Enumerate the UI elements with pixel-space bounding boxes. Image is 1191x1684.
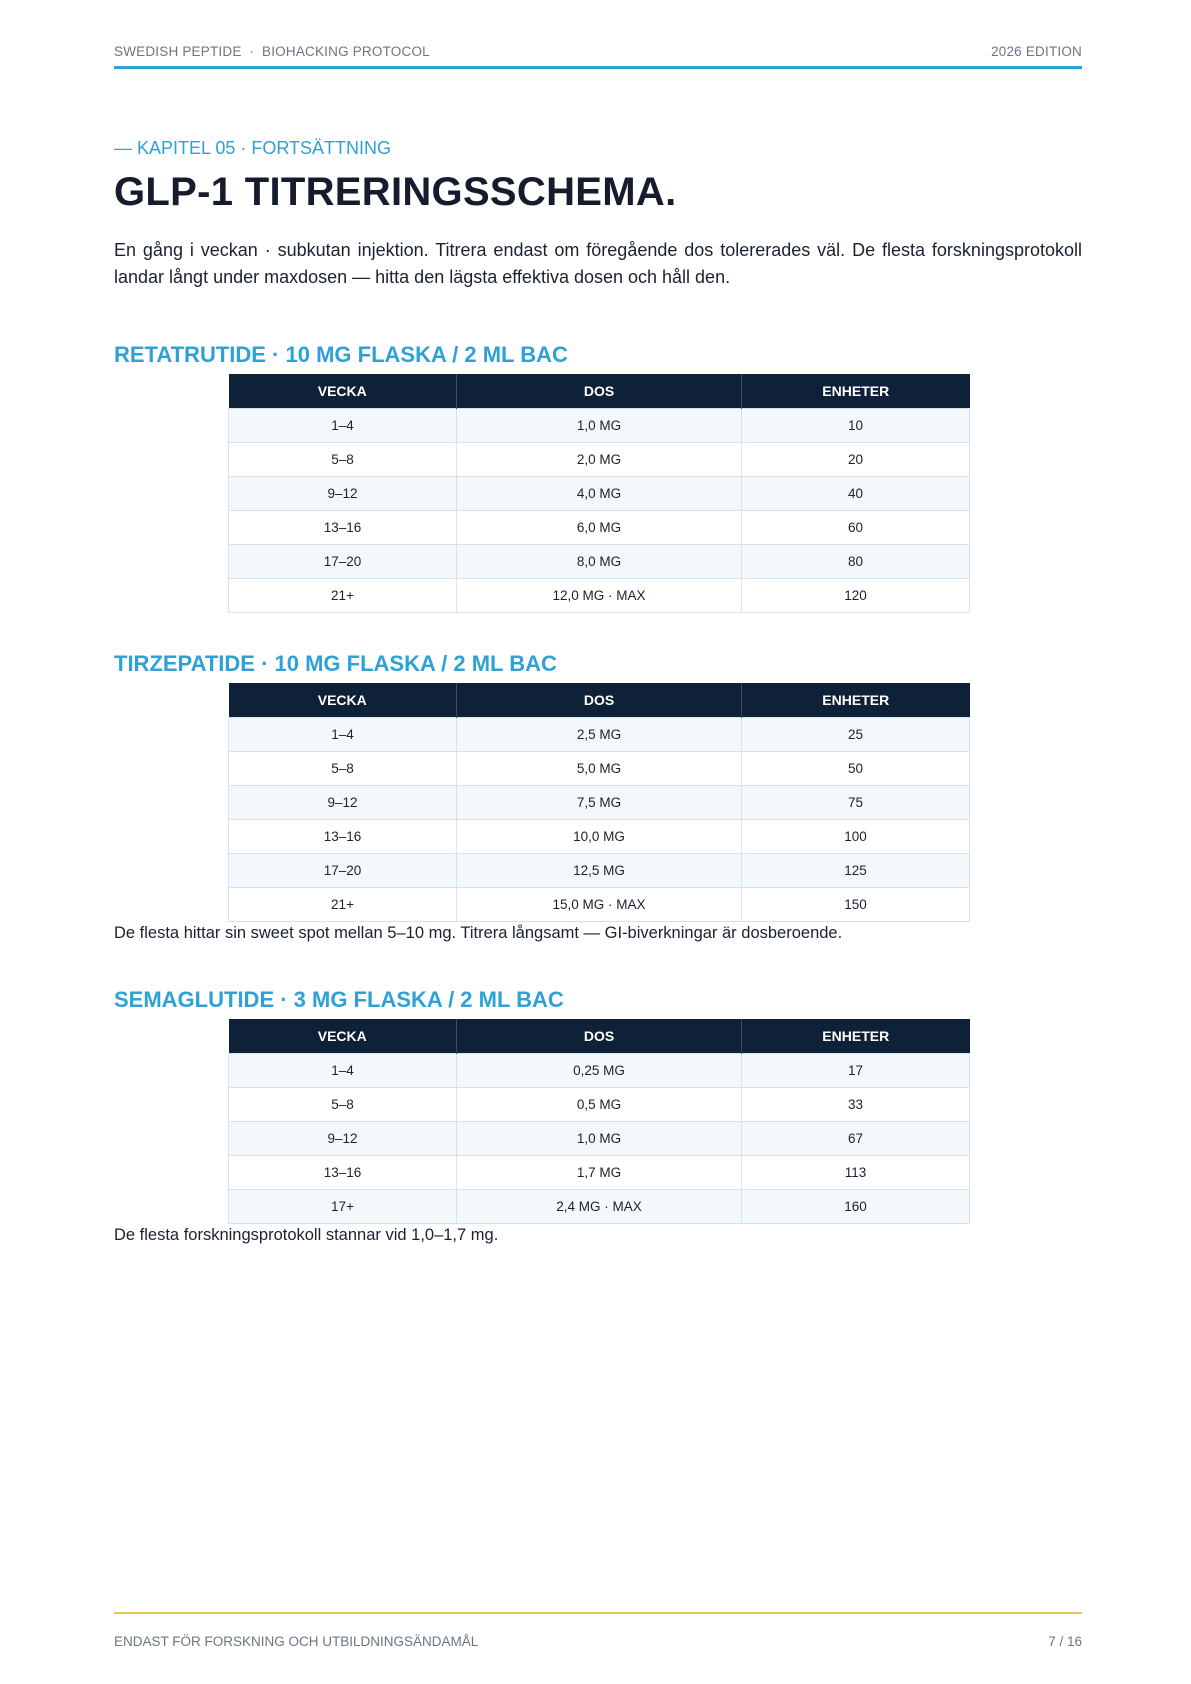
week-cell: 21+ bbox=[229, 579, 457, 613]
header-publication: SWEDISH PEPTIDE · BIOHACKING PROTOCOL bbox=[114, 44, 430, 59]
table-row bbox=[229, 1190, 970, 1224]
week-cell: 17–20 bbox=[229, 854, 457, 888]
intro-paragraph: En gång i veckan · subkutan injektion. Titrera endast om föregående dos tolererades väl. De flesta forskningsprotokoll landar långt under maxdosen — hitta den lägsta effektiva dosen och håll den. bbox=[114, 240, 1082, 287]
column-header-units: ENHETER bbox=[742, 374, 970, 409]
table-row bbox=[229, 1122, 970, 1156]
table-row bbox=[229, 1088, 970, 1122]
week-cell: 17+ bbox=[229, 1190, 457, 1224]
week-cell: 13–16 bbox=[229, 511, 457, 545]
column-header-dose: DOS bbox=[457, 374, 742, 409]
dose-cell: 6,0 MG bbox=[457, 511, 742, 545]
table-row bbox=[229, 786, 970, 820]
table-row bbox=[229, 1156, 970, 1190]
week-cell: 1–4 bbox=[229, 1054, 457, 1088]
dose-cell: 0,25 MG bbox=[457, 1054, 742, 1088]
units-cell: 160 bbox=[742, 1190, 970, 1224]
units-cell: 67 bbox=[742, 1122, 970, 1156]
dose-cell: 1,7 MG bbox=[457, 1156, 742, 1190]
header-divider bbox=[114, 66, 1082, 69]
dose-cell: 12,5 MG bbox=[457, 854, 742, 888]
dose-cell: 1,0 MG bbox=[457, 1122, 742, 1156]
units-cell: 33 bbox=[742, 1088, 970, 1122]
dose-cell: 2,5 MG bbox=[457, 718, 742, 752]
units-cell: 50 bbox=[742, 752, 970, 786]
tirzepatide-note: De flesta hittar sin sweet spot mellan 5–10 mg. Titrera långsamt — GI-biverkningar är dosberoende. bbox=[114, 924, 843, 942]
section-title-semaglutide: SEMAGLUTIDE · 3 MG FLASKA / 2 ML BAC bbox=[114, 987, 564, 1012]
week-cell: 21+ bbox=[229, 888, 457, 922]
table-row bbox=[229, 854, 970, 888]
dose-cell: 15,0 MG · MAX bbox=[457, 888, 742, 922]
units-cell: 10 bbox=[742, 409, 970, 443]
footer-divider bbox=[114, 1612, 1082, 1614]
column-header-units: ENHETER bbox=[742, 683, 970, 718]
dose-cell: 10,0 MG bbox=[457, 820, 742, 854]
table-row bbox=[229, 820, 970, 854]
units-cell: 113 bbox=[742, 1156, 970, 1190]
table-row bbox=[229, 579, 970, 613]
units-cell: 60 bbox=[742, 511, 970, 545]
page-header bbox=[114, 44, 1082, 68]
units-cell: 150 bbox=[742, 888, 970, 922]
week-cell: 5–8 bbox=[229, 1088, 457, 1122]
units-cell: 125 bbox=[742, 854, 970, 888]
table-row bbox=[229, 477, 970, 511]
week-cell: 13–16 bbox=[229, 820, 457, 854]
dosing-table-tirzepatide bbox=[228, 683, 970, 922]
week-cell: 9–12 bbox=[229, 1122, 457, 1156]
table-header-row bbox=[229, 1019, 970, 1054]
units-cell: 25 bbox=[742, 718, 970, 752]
footer-disclaimer: ENDAST FÖR FORSKNING OCH UTBILDNINGSÄNDAMÅL bbox=[114, 1634, 479, 1649]
dose-cell: 12,0 MG · MAX bbox=[457, 579, 742, 613]
table-row bbox=[229, 718, 970, 752]
week-cell: 9–12 bbox=[229, 786, 457, 820]
column-header-week: VECKA bbox=[229, 1019, 457, 1054]
page-title: GLP-1 TITRERINGSSCHEMA. bbox=[114, 170, 677, 214]
column-header-week: VECKA bbox=[229, 374, 457, 409]
table-row bbox=[229, 752, 970, 786]
table-row bbox=[229, 511, 970, 545]
dosing-table-semaglutide bbox=[228, 1019, 970, 1224]
table-header-row bbox=[229, 374, 970, 409]
dosing-table-retatrutide bbox=[228, 374, 970, 613]
dose-cell: 1,0 MG bbox=[457, 409, 742, 443]
units-cell: 100 bbox=[742, 820, 970, 854]
table-header-row bbox=[229, 683, 970, 718]
chapter-kicker: — KAPITEL 05 · FORTSÄTTNING bbox=[114, 138, 392, 158]
semaglutide-note: De flesta forskningsprotokoll stannar vid 1,0–1,7 mg. bbox=[114, 1226, 499, 1244]
column-header-dose: DOS bbox=[457, 1019, 742, 1054]
week-cell: 9–12 bbox=[229, 477, 457, 511]
table-row bbox=[229, 1054, 970, 1088]
table-row bbox=[229, 409, 970, 443]
units-cell: 120 bbox=[742, 579, 970, 613]
dose-cell: 5,0 MG bbox=[457, 752, 742, 786]
dose-cell: 8,0 MG bbox=[457, 545, 742, 579]
units-cell: 17 bbox=[742, 1054, 970, 1088]
column-header-dose: DOS bbox=[457, 683, 742, 718]
week-cell: 5–8 bbox=[229, 752, 457, 786]
week-cell: 5–8 bbox=[229, 443, 457, 477]
week-cell: 17–20 bbox=[229, 545, 457, 579]
dose-cell: 7,5 MG bbox=[457, 786, 742, 820]
table-row bbox=[229, 888, 970, 922]
units-cell: 20 bbox=[742, 443, 970, 477]
page-number: 7 / 16 bbox=[1048, 1634, 1082, 1649]
units-cell: 40 bbox=[742, 477, 970, 511]
dose-cell: 2,4 MG · MAX bbox=[457, 1190, 742, 1224]
units-cell: 80 bbox=[742, 545, 970, 579]
week-cell: 1–4 bbox=[229, 718, 457, 752]
column-header-units: ENHETER bbox=[742, 1019, 970, 1054]
dose-cell: 4,0 MG bbox=[457, 477, 742, 511]
dose-cell: 0,5 MG bbox=[457, 1088, 742, 1122]
header-edition: 2026 EDITION bbox=[991, 44, 1082, 59]
section-title-retatrutide: RETATRUTIDE · 10 MG FLASKA / 2 ML BAC bbox=[114, 342, 568, 367]
table-row bbox=[229, 545, 970, 579]
section-title-tirzepatide: TIRZEPATIDE · 10 MG FLASKA / 2 ML BAC bbox=[114, 651, 557, 676]
week-cell: 13–16 bbox=[229, 1156, 457, 1190]
week-cell: 1–4 bbox=[229, 409, 457, 443]
dose-cell: 2,0 MG bbox=[457, 443, 742, 477]
units-cell: 75 bbox=[742, 786, 970, 820]
table-row bbox=[229, 443, 970, 477]
column-header-week: VECKA bbox=[229, 683, 457, 718]
